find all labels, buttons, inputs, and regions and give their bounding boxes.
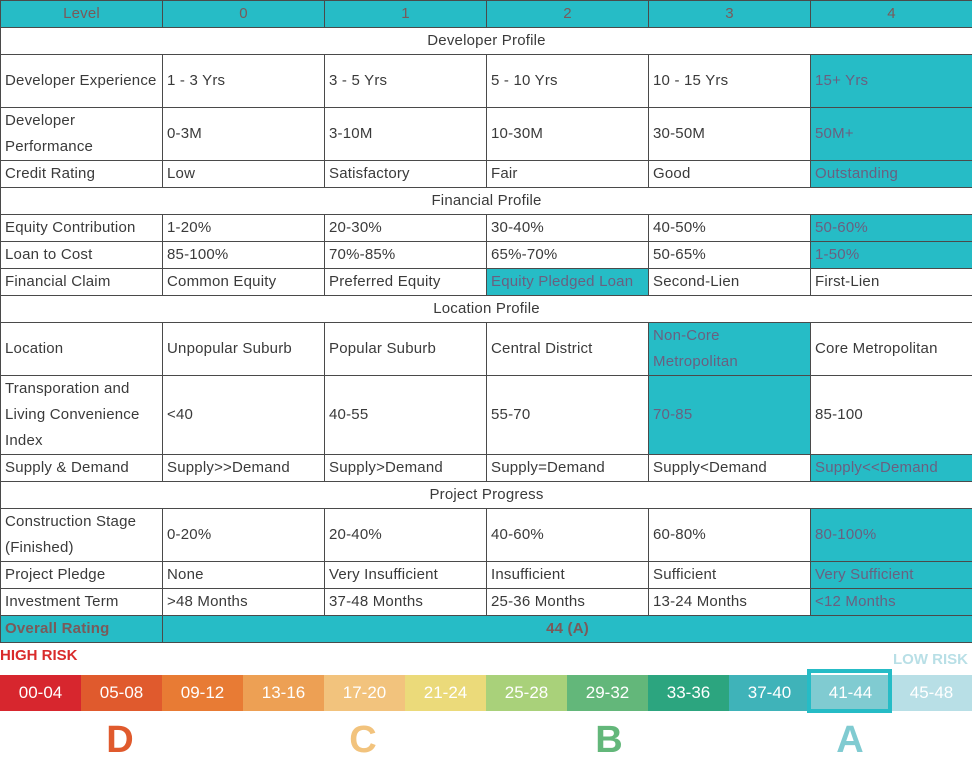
- criteria-cell: Preferred Equity: [325, 269, 487, 296]
- risk-band: 09-12: [162, 675, 243, 711]
- criteria-cell: <40: [163, 376, 325, 455]
- criteria-name: Investment Term: [1, 589, 163, 616]
- criteria-cell: 70%-85%: [325, 242, 487, 269]
- criteria-cell: 50-65%: [649, 242, 811, 269]
- criteria-name: Equity Contribution: [1, 215, 163, 242]
- section-title: Project Progress: [1, 482, 972, 509]
- matrix-body: [1, 1, 972, 643]
- criteria-cell: 3 - 5 Yrs: [325, 55, 487, 108]
- criteria-cell: Sufficient: [649, 562, 811, 589]
- header-level-0: 0: [163, 1, 325, 28]
- criteria-cell-selected: 50-60%: [811, 215, 972, 242]
- criteria-name: Location: [1, 323, 163, 376]
- criteria-row: [1, 242, 972, 269]
- criteria-cell-selected: Non-Core Metropolitan: [649, 323, 811, 376]
- criteria-cell: 37-48 Months: [325, 589, 487, 616]
- risk-band: 00-04: [0, 675, 81, 711]
- risk-band: 45-48: [891, 675, 972, 711]
- criteria-cell: 13-24 Months: [649, 589, 811, 616]
- criteria-row: [1, 161, 972, 188]
- header-level-label: Level: [1, 1, 163, 28]
- criteria-cell: Common Equity: [163, 269, 325, 296]
- criteria-cell: 0-20%: [163, 509, 325, 562]
- header-level-2: 2: [487, 1, 649, 28]
- grade-letter: C: [333, 719, 393, 762]
- header-row: [1, 1, 972, 28]
- criteria-cell: Insufficient: [487, 562, 649, 589]
- criteria-cell: Satisfactory: [325, 161, 487, 188]
- criteria-cell: 25-36 Months: [487, 589, 649, 616]
- criteria-cell: 20-30%: [325, 215, 487, 242]
- criteria-row: [1, 323, 972, 376]
- grade-letter: D: [90, 719, 150, 762]
- criteria-cell-selected: Supply<<Demand: [811, 455, 972, 482]
- criteria-row: [1, 376, 972, 455]
- section-title: Developer Profile: [1, 28, 972, 55]
- criteria-cell: 5 - 10 Yrs: [487, 55, 649, 108]
- criteria-name: Developer Experience: [1, 55, 163, 108]
- header-level-3: 3: [649, 1, 811, 28]
- criteria-cell: 30-50M: [649, 108, 811, 161]
- section-title: Financial Profile: [1, 188, 972, 215]
- overall-row: [1, 616, 972, 643]
- criteria-cell: 1 - 3 Yrs: [163, 55, 325, 108]
- criteria-cell: None: [163, 562, 325, 589]
- criteria-name: Loan to Cost: [1, 242, 163, 269]
- criteria-cell: 10 - 15 Yrs: [649, 55, 811, 108]
- section-row: [1, 28, 972, 55]
- selected-band-highlight: [807, 669, 892, 713]
- section-row: [1, 482, 972, 509]
- section-row: [1, 188, 972, 215]
- criteria-cell: 3-10M: [325, 108, 487, 161]
- criteria-cell: 60-80%: [649, 509, 811, 562]
- risk-band: 41-44: [810, 675, 891, 711]
- criteria-cell: Supply<Demand: [649, 455, 811, 482]
- criteria-name: Project Pledge: [1, 562, 163, 589]
- criteria-cell-selected: Outstanding: [811, 161, 972, 188]
- criteria-cell: 20-40%: [325, 509, 487, 562]
- risk-scale: [0, 643, 972, 760]
- criteria-name: Construction Stage (Finished): [1, 509, 163, 562]
- high-risk-label: HIGH RISK: [0, 647, 78, 664]
- criteria-cell: 85-100%: [163, 242, 325, 269]
- criteria-cell: 1-20%: [163, 215, 325, 242]
- criteria-cell: Good: [649, 161, 811, 188]
- criteria-cell: Popular Suburb: [325, 323, 487, 376]
- criteria-row: [1, 455, 972, 482]
- criteria-row: [1, 589, 972, 616]
- criteria-row: [1, 562, 972, 589]
- risk-band: 17-20: [324, 675, 405, 711]
- grade-letter: B: [579, 719, 639, 762]
- criteria-cell: 0-3M: [163, 108, 325, 161]
- criteria-cell: Second-Lien: [649, 269, 811, 296]
- criteria-cell: First-Lien: [811, 269, 972, 296]
- risk-band: 13-16: [243, 675, 324, 711]
- risk-band: 05-08: [81, 675, 162, 711]
- criteria-cell: 30-40%: [487, 215, 649, 242]
- criteria-cell: Fair: [487, 161, 649, 188]
- criteria-cell: 10-30M: [487, 108, 649, 161]
- criteria-name: Credit Rating: [1, 161, 163, 188]
- criteria-cell: 40-50%: [649, 215, 811, 242]
- criteria-row: [1, 108, 972, 161]
- criteria-cell-selected: Equity Pledged Loan: [487, 269, 649, 296]
- criteria-cell-selected: <12 Months: [811, 589, 972, 616]
- overall-label: Overall Rating: [1, 616, 163, 643]
- criteria-cell: Very Insufficient: [325, 562, 487, 589]
- risk-band: 25-28: [486, 675, 567, 711]
- criteria-cell: Supply>Demand: [325, 455, 487, 482]
- criteria-cell-selected: 1-50%: [811, 242, 972, 269]
- overall-value: 44 (A): [163, 616, 972, 643]
- criteria-cell: >48 Months: [163, 589, 325, 616]
- low-risk-label: LOW RISK: [893, 651, 968, 668]
- criteria-cell-selected: 50M+: [811, 108, 972, 161]
- grade-letter: A: [820, 719, 880, 762]
- criteria-cell: 55-70: [487, 376, 649, 455]
- criteria-cell: Central District: [487, 323, 649, 376]
- criteria-cell: Low: [163, 161, 325, 188]
- criteria-cell-selected: 80-100%: [811, 509, 972, 562]
- header-level-1: 1: [325, 1, 487, 28]
- risk-band: 37-40: [729, 675, 810, 711]
- criteria-row: [1, 269, 972, 296]
- criteria-row: [1, 509, 972, 562]
- criteria-cell: 65%-70%: [487, 242, 649, 269]
- criteria-cell-selected: 15+ Yrs: [811, 55, 972, 108]
- criteria-name: Financial Claim: [1, 269, 163, 296]
- risk-band: 29-32: [567, 675, 648, 711]
- criteria-cell: 40-55: [325, 376, 487, 455]
- criteria-cell: Supply>>Demand: [163, 455, 325, 482]
- criteria-row: [1, 215, 972, 242]
- risk-band: 33-36: [648, 675, 729, 711]
- criteria-cell: Unpopular Suburb: [163, 323, 325, 376]
- criteria-cell: Supply=Demand: [487, 455, 649, 482]
- criteria-cell-selected: Very Sufficient: [811, 562, 972, 589]
- criteria-name: Developer Performance: [1, 108, 163, 161]
- criteria-cell-selected: 70-85: [649, 376, 811, 455]
- criteria-name: Supply & Demand: [1, 455, 163, 482]
- criteria-name: Transporation and Living Convenience Index: [1, 376, 163, 455]
- section-row: [1, 296, 972, 323]
- criteria-row: [1, 55, 972, 108]
- criteria-cell: 40-60%: [487, 509, 649, 562]
- risk-band: 21-24: [405, 675, 486, 711]
- header-level-4: 4: [811, 1, 972, 28]
- section-title: Location Profile: [1, 296, 972, 323]
- criteria-cell: Core Metropolitan: [811, 323, 972, 376]
- criteria-cell: 85-100: [811, 376, 972, 455]
